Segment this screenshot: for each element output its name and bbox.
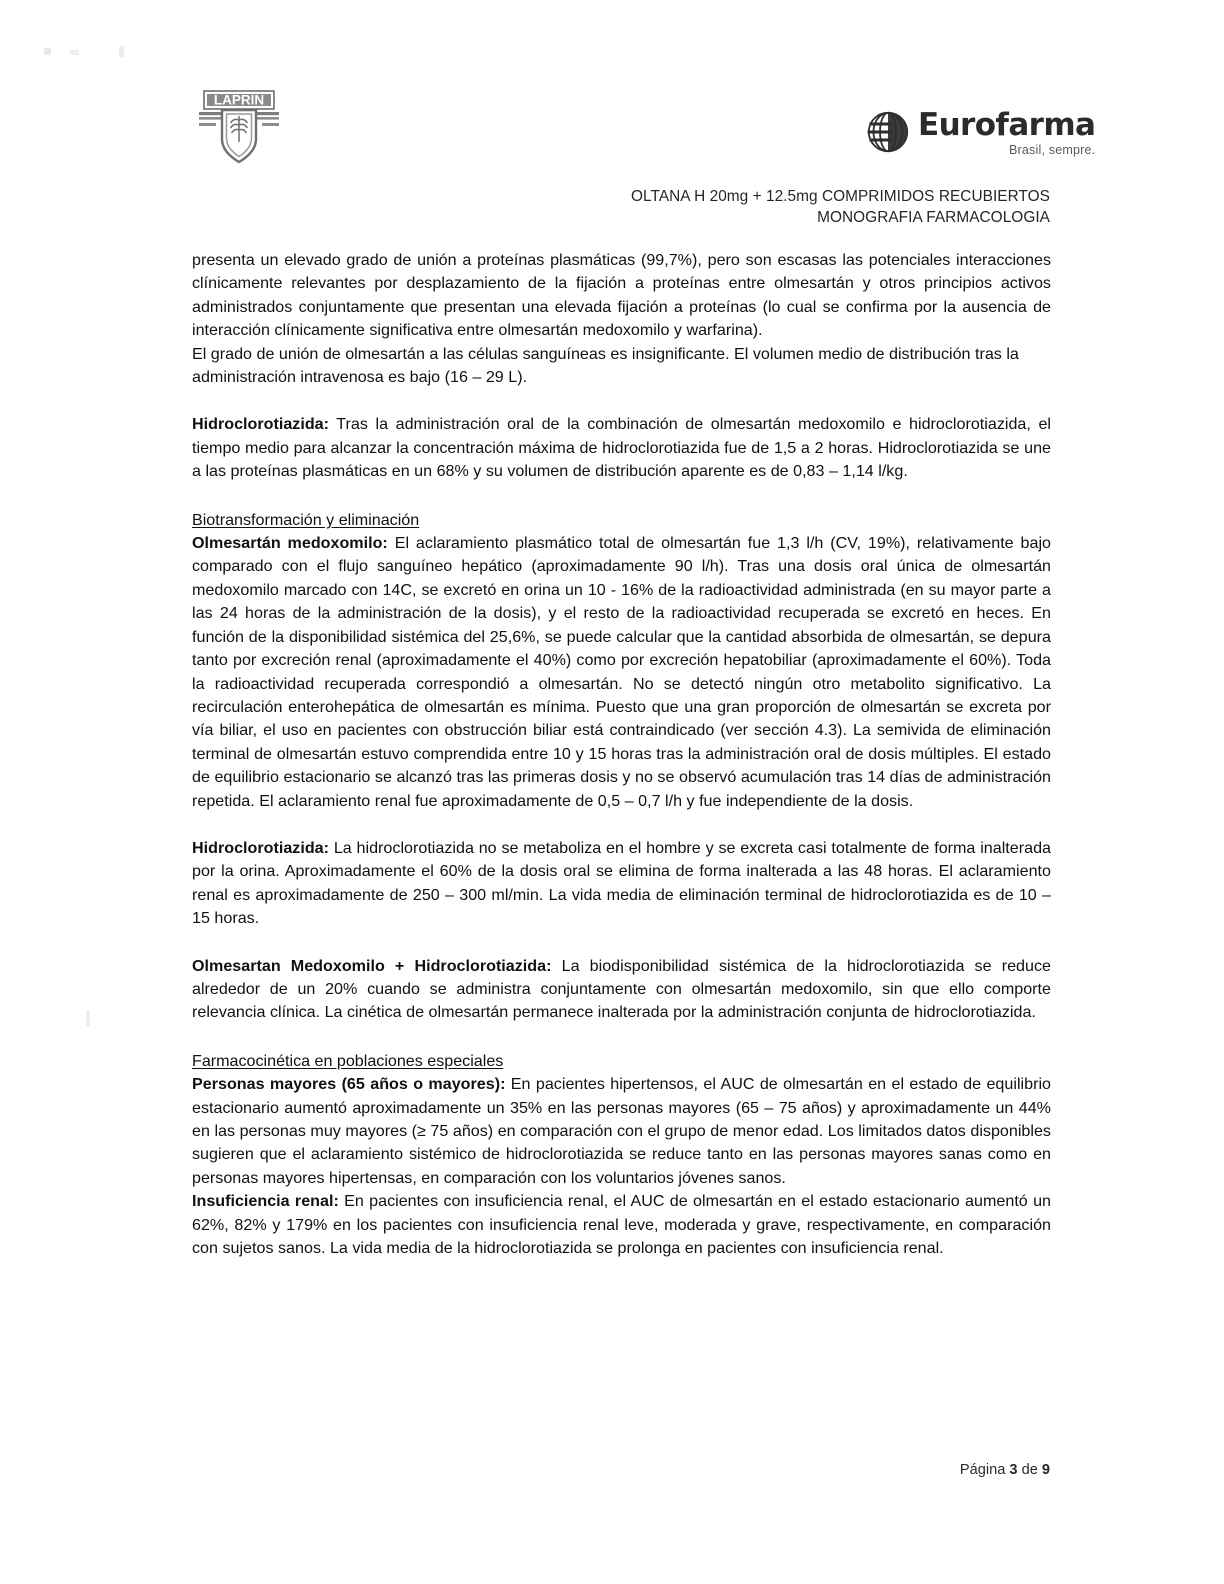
footer-prefix: Página [959, 1462, 1010, 1478]
globe-icon [866, 110, 910, 154]
footer-middle: de [1017, 1462, 1042, 1478]
document-body [192, 249, 1051, 1260]
laprin-logo [196, 90, 282, 166]
paragraph-elderly [192, 1073, 1051, 1190]
paragraph-label-hidroclorotiazida-2: Hidroclorotiazida: [192, 838, 329, 857]
document-title-line2: MONOGRAFIA FARMACOLOGIA [817, 209, 1050, 226]
paragraph-text: El aclaramiento plasmático total de olmesartán fue 1,3 l/h (CV, 19%), relativamente bajo comparado con el flujo sanguíneo hepático (aproximadamente 90 l/h). Tras una dosis oral única de olmesartán medoxomilo marcado con 14C, se excretó en orina un 10 - 16% de la radioactividad administrada (en su mayor parte a las 24 horas de la administración de la dosis), y el resto de la radioactividad recuperada se excretó en heces. En función de la disponibilidad sistémica del 25,6%, se puede calcular que la cantidad absorbida de olmesartán, se depura tanto por excreción renal (aproximadamente el 40%) como por excreción hepatobiliar (aproximadamente el 60%). Toda la radioactividad recuperada correspondió a olmesartán. No se detectó ningún otro metabolito significativo. La recirculación enterohepática de olmesartán es mínima. Puesto que una gran proporción de olmesartán se excreta por vía biliar, el uso en pacientes con obstrucción biliar está contraindicado (ver sección 4.3). La semivida de eliminación terminal de olmesartán estuvo comprendida entre 10 y 15 horas tras la administración oral de dosis múltiples. El estado de equilibrio estacionario se alcanzó tras las primeras dosis y no se observó acumulación tras 14 días de administración repetida. El aclaramiento renal fue aproximadamente de 0,5 – 0,7 l/h y fue independiente de la dosis. [192, 534, 1051, 810]
paragraph-hydrochlorothiazide-elimination [192, 837, 1051, 931]
paragraph-blood-cell-binding: El grado de unión de olmesartán a las células sanguíneas es insignificante. El volumen medio de distribución tras la administración intravenosa es bajo (16 – 29 L). [192, 344, 1019, 387]
paragraph-label-personas-mayores: Personas mayores (65 años o mayores): [192, 1075, 506, 1094]
page-header [0, 0, 1224, 230]
paragraph-text: En pacientes con insuficiencia renal, el AUC de olmesartán en el estado estacionario aumentó un 62%, 82% y 179% en los pacientes con insuficiencia renal leve, moderada y grave, respectivamente, en comparación con sujetos sanos. La vida media de la hidroclorotiazida se prolonga en pacientes con insuficiencia renal. [192, 1192, 1051, 1258]
eurofarma-wordmark: Eurofarma [918, 107, 1096, 143]
section-heading-poblaciones-especiales: Farmacocinética en poblaciones especiales [192, 1051, 504, 1070]
paragraph-hydrochlorothiazide-absorption [192, 413, 1051, 483]
eurofarma-logo [866, 107, 1096, 166]
paragraph-olmesartan-elimination [192, 532, 1051, 813]
document-title-block [190, 186, 1050, 228]
paragraph-label-combinacion: Olmesartan Medoxomilo + Hidroclorotiazida: [192, 956, 552, 975]
paragraph-distribution-binding: presenta un elevado grado de unión a proteínas plasmáticas (99,7%), pero son escasas las potenciales interacciones clínicamente relevantes por desplazamiento de la fijación a proteínas entre olmesartán y otros principios activos administrados conjuntamente que presentan una elevada fijación a proteínas (lo cual se confirma por la ausencia de interacción clínicamente significativa entre olmesartán medoxomilo y warfarina). [192, 251, 1051, 340]
footer-page-number: 3 [1009, 1462, 1018, 1478]
footer-total-pages: 9 [1041, 1462, 1050, 1478]
paragraph-label-olmesartan-medoxomilo: Olmesartán medoxomilo: [192, 534, 388, 553]
eurofarma-tagline: Brasil, sempre. [1009, 143, 1096, 157]
laprin-wordmark: LAPRIN [213, 92, 265, 108]
paragraph-text: En pacientes hipertensos, el AUC de olmesartán en el estado de equilibrio estacionario aumentó aproximadamente un 35% en las personas mayores (65 – 75 años) y aproximadamente un 44% en las personas muy mayores (≥ 75 años) en comparación con el grupo de menor edad. Los limitados datos disponibles sugieren que el aclaramiento sistémico de hidroclorotiazida se reduce tanto en las personas mayores sanas como en personas mayores hipertensas, en comparación con los voluntarios jóvenes sanos. [192, 1075, 1051, 1187]
page-footer [190, 1462, 1050, 1478]
section-heading-biotransformacion: Biotransformación y eliminación [192, 510, 420, 529]
paragraph-text: Tras la administración oral de la combinación de olmesartán medoxomilo e hidroclorotiazida, el tiempo medio para alcanzar la concentración máxima de hidroclorotiazida fue de 1,5 a 2 horas. Hidroclorotiazida se une a las proteínas plasmáticas en un 68% y su volumen de distribución aparente es de 0,83 – 1,14 l/kg. [192, 415, 1051, 481]
paragraph-renal-insufficiency [192, 1190, 1051, 1260]
paragraph-text: La hidroclorotiazida no se metaboliza en el hombre y se excreta casi totalmente de forma inalterada por la orina. Aproximadamente el 60% de la dosis oral se elimina de forma inalterada a las 48 horas. El aclaramiento renal es aproximadamente de 250 – 300 ml/min. La vida media de eliminación terminal de hidroclorotiazida es de 10 – 15 horas. [192, 838, 1051, 928]
scan-artifact [86, 1010, 90, 1026]
document-title-line1: OLTANA H 20mg + 12.5mg COMPRIMIDOS RECUBIERTOS [631, 188, 1050, 205]
paragraph-label-insuficiencia-renal: Insuficiencia renal: [192, 1192, 339, 1211]
paragraph-label-hidroclorotiazida: Hidroclorotiazida: [192, 415, 329, 434]
paragraph-combination-bioavailability [192, 955, 1051, 1025]
paragraph-text: La biodisponibilidad sistémica de la hidroclorotiazida se reduce alrededor de un 20% cuando se administra conjuntamente con olmesartán medoxomilo, sin que ello comporte relevancia clínica. La cinética de olmesartán permanece inalterada por la administración conjunta de hidroclorotiazida. [192, 956, 1051, 1022]
